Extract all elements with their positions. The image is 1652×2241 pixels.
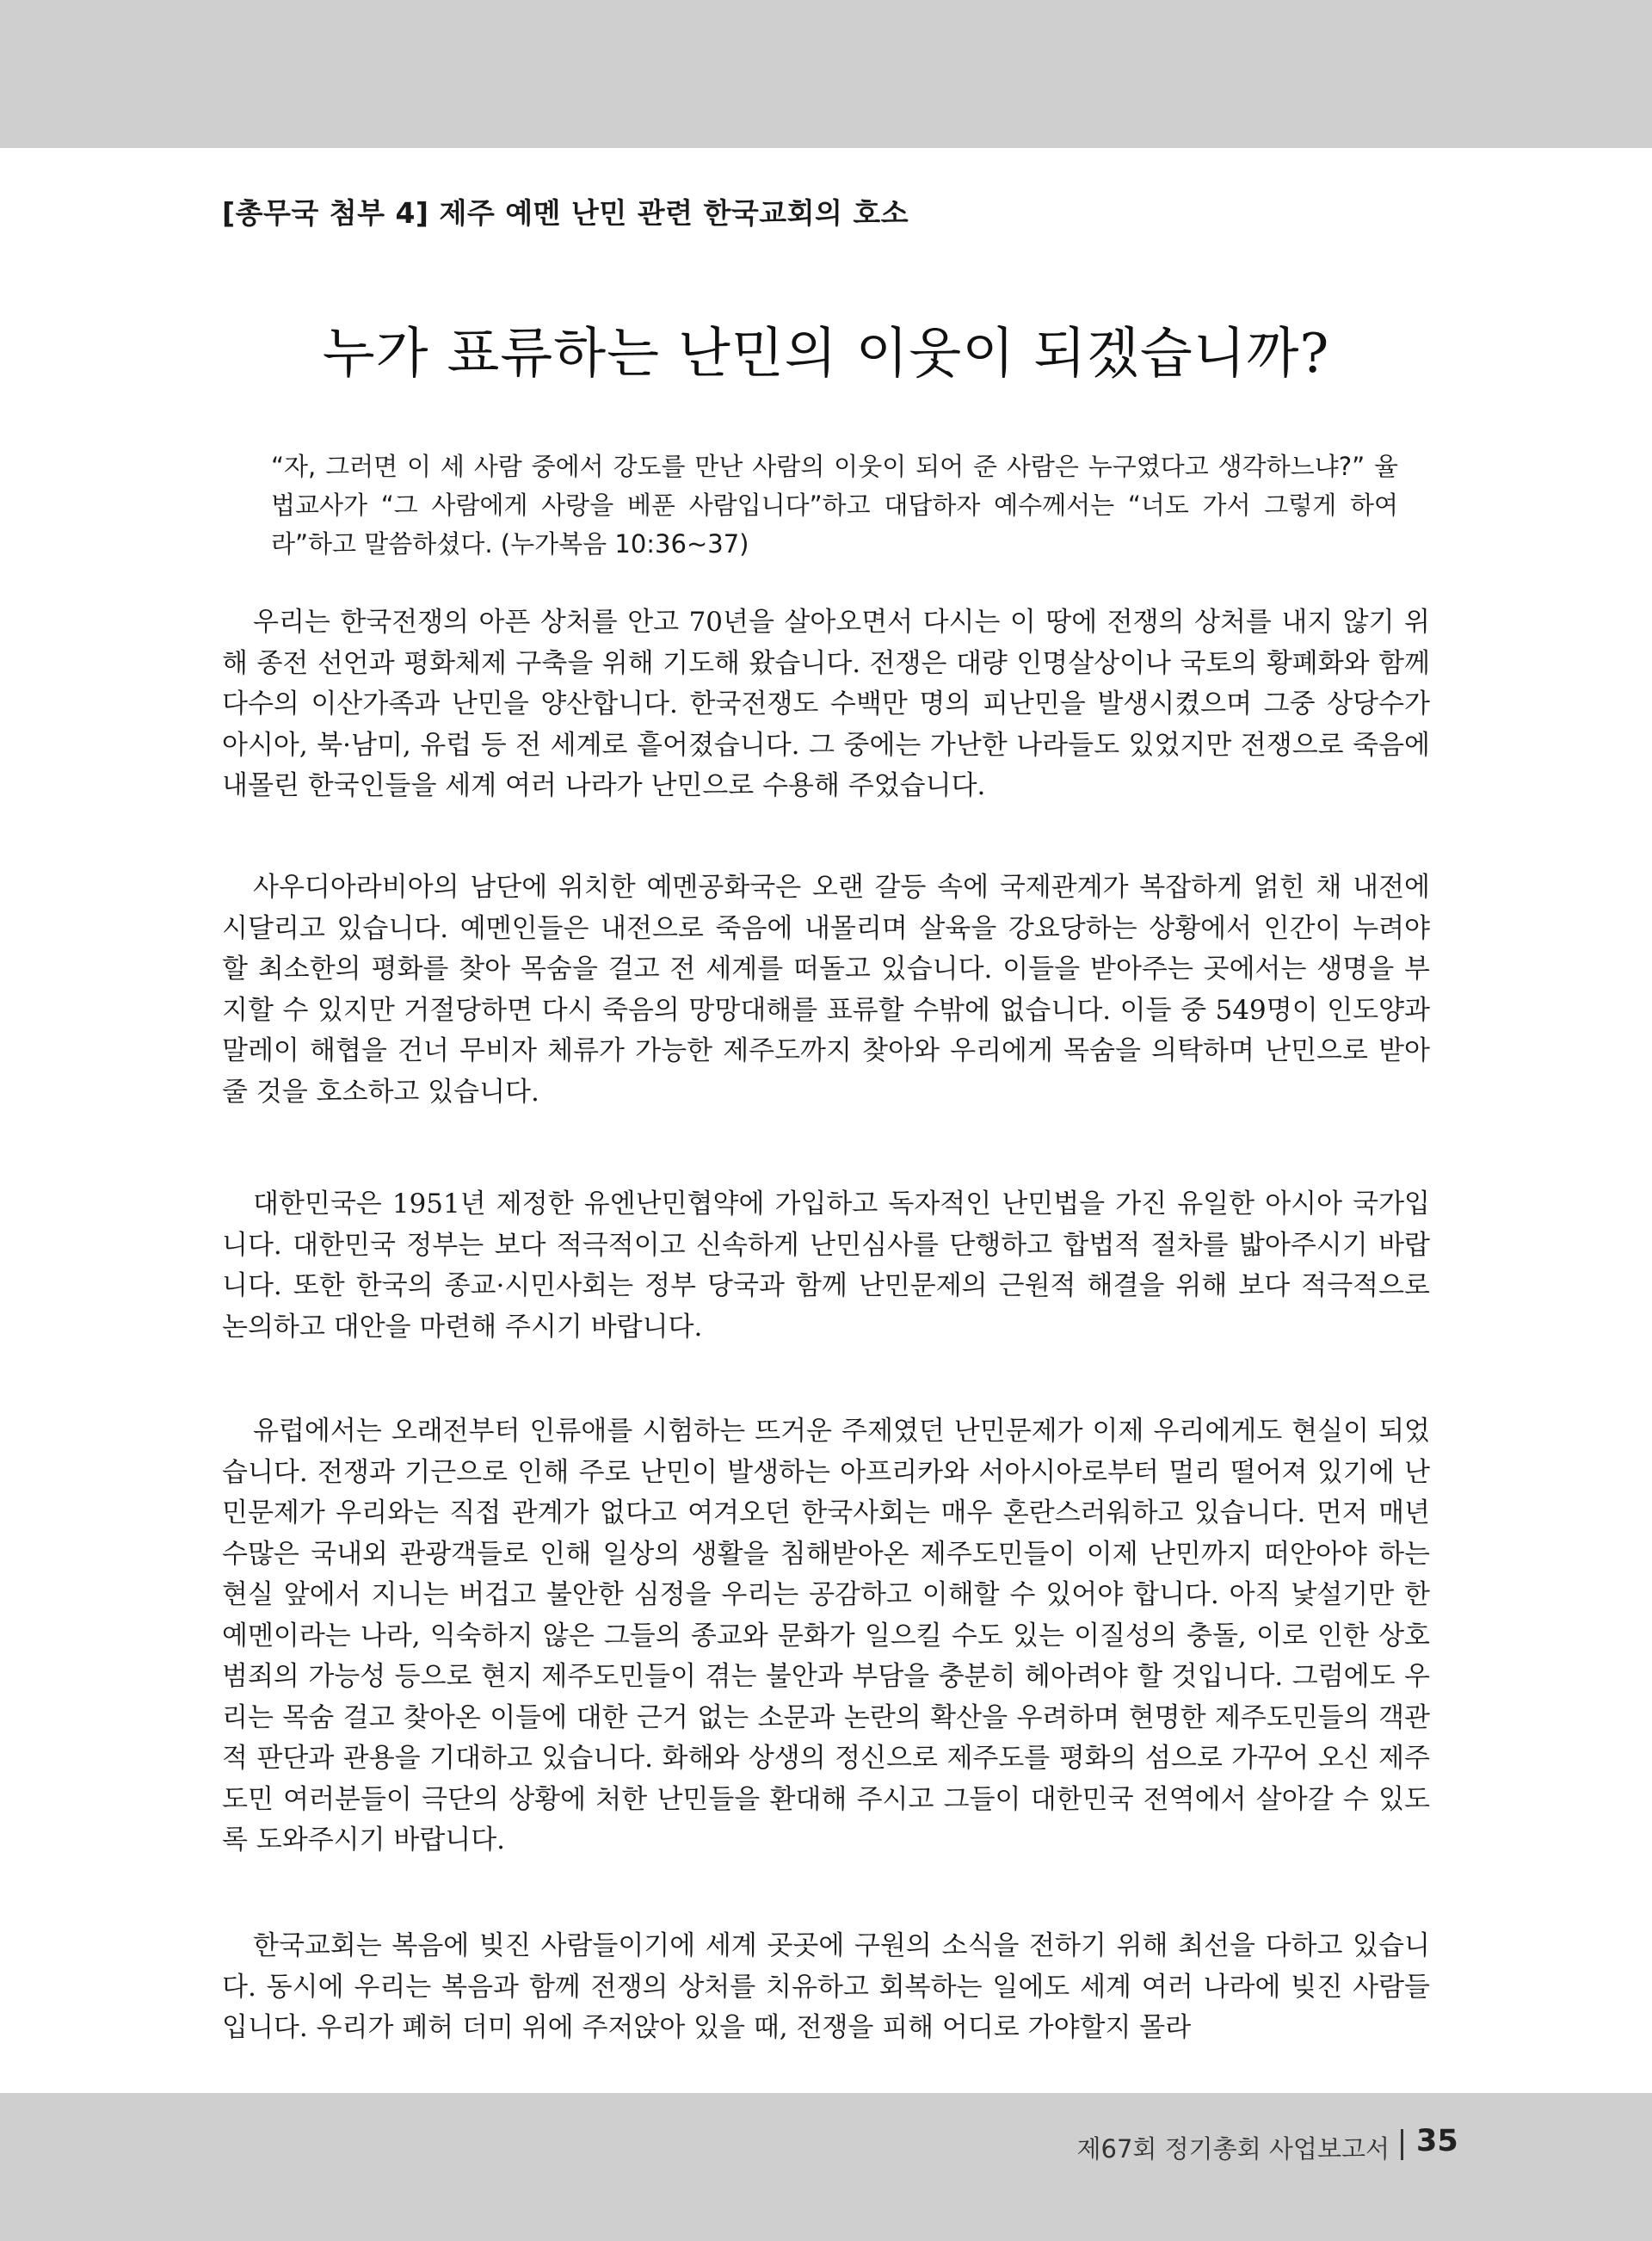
header-band	[0, 0, 1652, 148]
footer-band	[0, 2093, 1652, 2241]
footer-report-label: 제67회 정기총회 사업보고서	[1076, 2134, 1390, 2164]
paragraph-4: 유럽에서는 오래전부터 인류애를 시험하는 뜨거운 주제였던 난민문제가 이제 우리에게도 현실이 되었습니다. 전쟁과 기근으로 인해 주로 난민이 발생하는 아프리카와 서아시아로부터 멀리 떨어져 있기에 난민문제가 우리와는 직접 관계가 없다고 여겨오던 한국사회는 매우 혼란스러워하고 있습니다. 먼저 매년 수많은 국내외 관광객들로 인해 일상의 생활을 침해받아온 제주도민들이 이제 난민까지 떠안아야 하는 현실 앞에서 지니는 버겁고 불안한 심정을 우리는 공감하고 이해할 수 있어야 합니다. 아직 낯설기만 한 예멘이라는 나라, 익숙하지 않은 그들의 종교와 문화가 일으킬 수도 있는 이질성의 충돌, 이로 인한 상호 범죄의 가능성 등으로 현지 제주도민들이 겪는 불안과 부담을 충분히 헤아려야 할 것입니다. 그럼에도 우리는 목숨 걸고 찾아온 이들에 대한 근거 없는 소문과 논란의 확산을 우려하며 현명한 제주도민들의 객관적 판단과 관용을 기대하고 있습니다. 화해와 상생의 정신으로 제주도를 평화의 섬으로 가꾸어 오신 제주도민 여러분들이 극단의 상황에 처한 난민들을 환대해 주시고 그들이 대한민국 전역에서 살아갈 수 있도록 도와주시기 바랍니다.	[222, 1416, 1430, 1855]
paragraph-5: 한국교회는 복음에 빚진 사람들이기에 세계 곳곳에 구원의 소식을 전하기 위해 최선을 다하고 있습니다. 동시에 우리는 복음과 함께 전쟁의 상처를 치유하고 회복하는 일에도 세계 여러 나라에 빚진 사람들입니다. 우리가 폐허 더미 위에 주저앉아 있을 때, 전쟁을 피해 어디로 가야할지 몰라	[222, 1930, 1430, 2043]
scripture-quote: “자, 그러면 이 세 사람 중에서 강도를 만난 사람의 이웃이 되어 준 사람은 누구였다고 생각하느냐?” 율법교사가 “그 사람에게 사랑을 베푼 사람입니다”하고 대답하자 예수께서는 “너도 가서 그렇게 하여라”하고 말씀하셨다. (누가복음 10:36~37)	[271, 452, 1398, 559]
paragraph-1: 우리는 한국전쟁의 아픈 상처를 안고 70년을 살아오면서 다시는 이 땅에 전쟁의 상처를 내지 않기 위해 종전 선언과 평화체제 구축을 위해 기도해 왔습니다. 전쟁은 대량 인명살상이나 국토의 황폐화와 함께 다수의 이산가족과 난민을 양산합니다. 한국전쟁도 수백만 명의 피난민을 발생시켰으며 그중 상당수가 아시아, 북·남미, 유럽 등 전 세계로 흩어졌습니다. 그 중에는 가난한 나라들도 있었지만 전쟁으로 죽음에 내몰린 한국인들을 세계 여러 나라가 난민으로 수용해 주었습니다.	[222, 607, 1430, 801]
paragraph-2: 사우디아라비아의 남단에 위치한 예멘공화국은 오랜 갈등 속에 국제관계가 복잡하게 얽힌 채 내전에 시달리고 있습니다. 예멘인들은 내전으로 죽음에 내몰리며 살육을 강요당하는 상황에서 인간이 누려야 할 최소한의 평화를 찾아 목숨을 걸고 전 세계를 떠돌고 있습니다. 이들을 받아주는 곳에서는 생명을 부지할 수 있지만 거절당하면 다시 죽음의 망망대해를 표류할 수밖에 없습니다. 이들 중 549명이 인도양과 말레이 해협을 건너 무비자 체류가 가능한 제주도까지 찾아와 우리에게 목숨을 의탁하며 난민으로 받아줄 것을 호소하고 있습니다.	[222, 872, 1430, 1108]
section-tag: [총무국 첨부 4] 제주 예멘 난민 관련 한국교회의 호소	[222, 196, 909, 230]
page-number: 35	[1416, 2124, 1458, 2158]
footer-divider	[1401, 2129, 1403, 2160]
page-title: 누가 표류하는 난민의 이웃이 되겠습니까?	[322, 322, 1330, 385]
paragraph-3: 대한민국은 1951년 제정한 유엔난민협약에 가입하고 독자적인 난민법을 가진 유일한 아시아 국가입니다. 대한민국 정부는 보다 적극적이고 신속하게 난민심사를 단행하고 합법적 절차를 밟아주시기 바랍니다. 또한 한국의 종교·시민사회는 정부 당국과 함께 난민문제의 근원적 해결을 위해 보다 적극적으로 논의하고 대안을 마련해 주시기 바랍니다.	[222, 1188, 1430, 1343]
